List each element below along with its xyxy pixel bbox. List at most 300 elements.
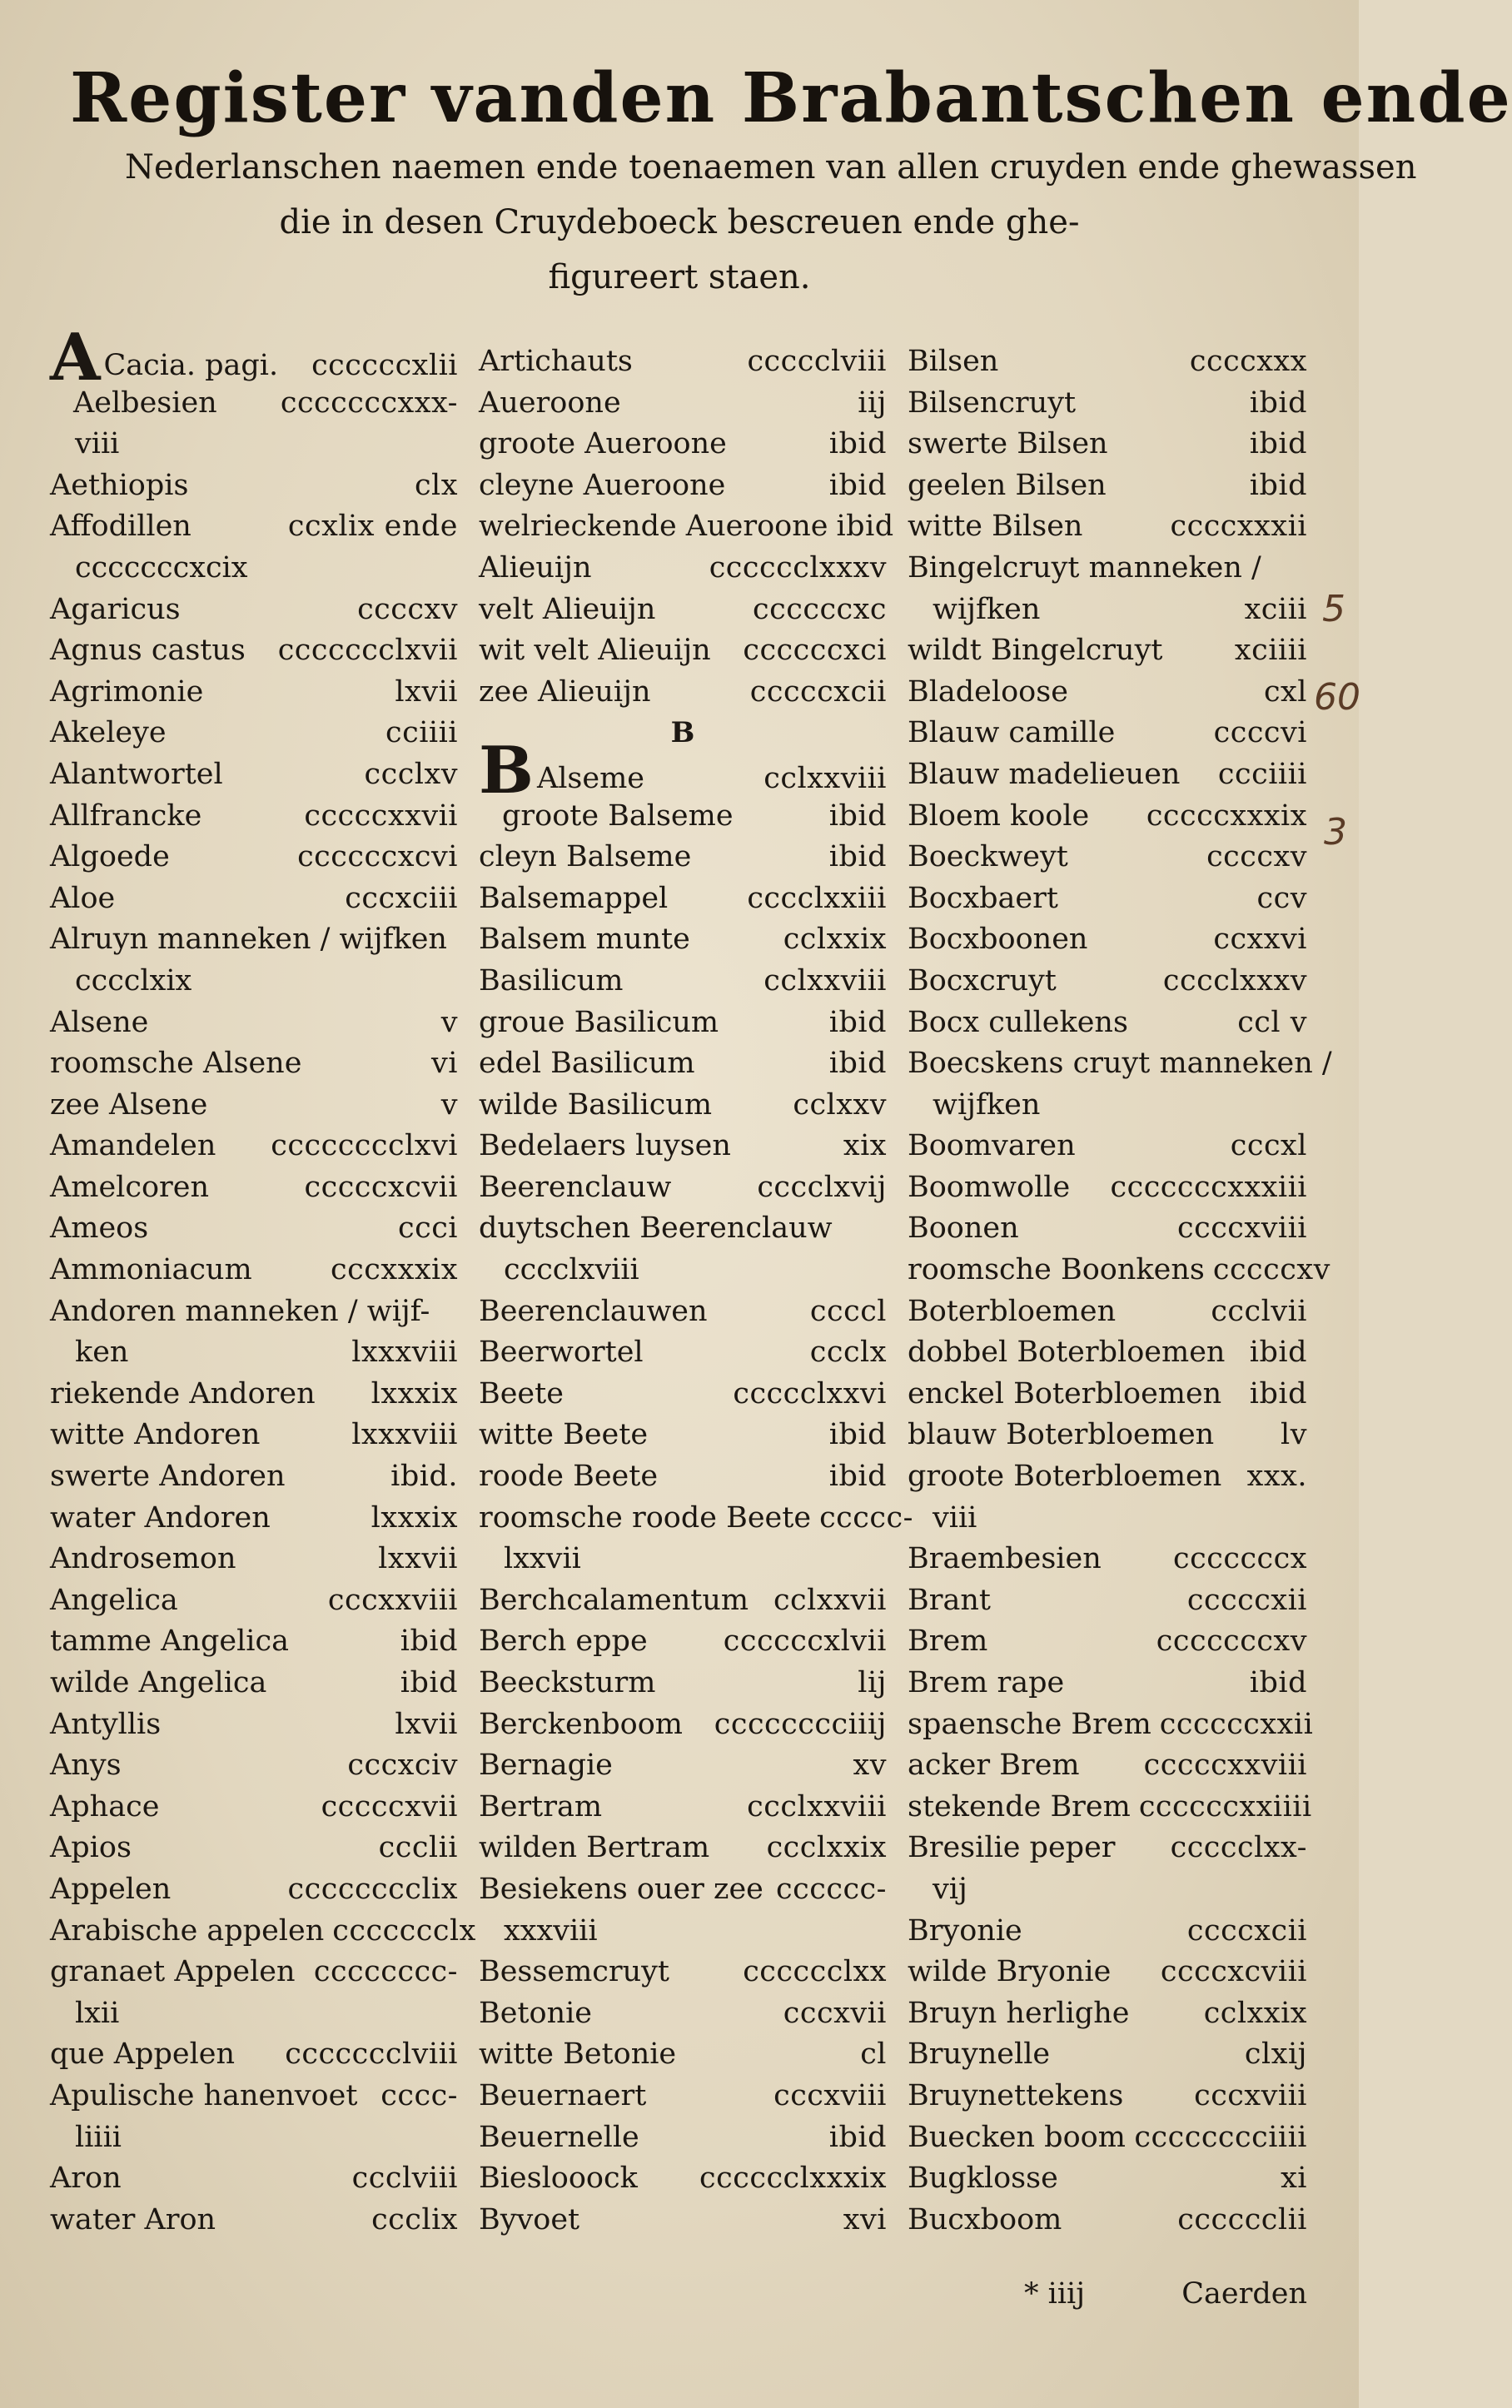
entry-name: Brem [908, 1624, 988, 1659]
entry-name: Affodillen [50, 510, 191, 544]
entry-folio: cccclxxxv [1162, 963, 1307, 998]
entry-name: Alantwortel [50, 757, 223, 791]
entry-name: zee Alieuijn [479, 674, 651, 709]
entry-folio: lxxxviii [351, 1418, 458, 1452]
margin-annotation: 5 [1322, 588, 1345, 630]
entry-folio: ibid [828, 1047, 887, 1081]
entry-folio: v [440, 1005, 458, 1039]
register-entry [479, 506, 894, 548]
entry-folio: cclxxix [783, 923, 887, 957]
entry-folio: ccccxxx [1189, 345, 1307, 378]
entry-name: Apios [50, 1831, 132, 1865]
entry-folio: cccccxcvii [304, 1170, 458, 1204]
register-entry [908, 1498, 1307, 1540]
entry-name-rest: Cacia. pagi. [103, 349, 279, 382]
entry-name: Berckenboom [479, 1707, 683, 1741]
register-entry [479, 1580, 887, 1622]
entry-name: Bocx cullekens [908, 1005, 1128, 1039]
register-entry [479, 1745, 887, 1787]
entry-name: Aethiopis [50, 468, 189, 502]
entry-name: spaensche Brem [908, 1707, 1151, 1741]
register-entry [479, 630, 887, 672]
entry-name: Berch eppe [479, 1624, 648, 1659]
register-entry [908, 713, 1307, 754]
entry-name: Aloe [50, 881, 116, 915]
entry-name: ken [75, 1336, 129, 1370]
entry-name: groote Aueroone [479, 427, 727, 461]
entry-folio: cccccc- [776, 1872, 887, 1906]
entry-folio: ccclviii [351, 2162, 458, 2196]
register-entry [479, 590, 887, 631]
register-entry [50, 754, 458, 796]
entry-name: Boomvaren [908, 1129, 1076, 1163]
register-entry [908, 1911, 1307, 1953]
register-entry [908, 465, 1307, 507]
entry-name: velt Alieuijn [479, 592, 656, 626]
register-entry [479, 2158, 887, 2200]
entry-name: Bertram [479, 1789, 603, 1823]
entry-folio: ibid [828, 840, 887, 874]
entry-folio: ccclxxviii [747, 1789, 887, 1823]
entry-name: Buecken boom [908, 2120, 1126, 2154]
register-entry [908, 424, 1307, 465]
register-entry [50, 796, 458, 838]
register-entry [50, 1539, 458, 1580]
entry-name: xxxviii [504, 1913, 598, 1948]
register-entry [908, 1167, 1307, 1209]
entry-name [50, 320, 279, 396]
entry-folio: ccccxxxii [1170, 510, 1307, 544]
entry-folio: ccccl [809, 1294, 887, 1328]
entry-folio: ibid [828, 1418, 887, 1452]
register-entry [50, 1787, 458, 1828]
register-entry [479, 796, 887, 838]
entry-name: Brem rape [908, 1666, 1065, 1699]
entry-name: Ammoniacum [50, 1253, 252, 1287]
entry-name: Alieuijn [479, 550, 592, 585]
entry-name: wijfken [933, 1087, 1041, 1122]
entry-name: lxxvii [504, 1542, 581, 1576]
entry-folio: lv [1281, 1418, 1307, 1452]
entry-name: que Appelen [50, 2037, 236, 2072]
register-entry [50, 548, 458, 590]
entry-name: tamme Angelica [50, 1624, 289, 1659]
entry-name: Bryonie [908, 1913, 1022, 1948]
entry-folio: cccccxii [1186, 1583, 1307, 1617]
register-entry [908, 1126, 1307, 1167]
register-entry [908, 1869, 1307, 1911]
entry-name: roomsche Boonkens [908, 1253, 1205, 1287]
register-entry [908, 754, 1307, 796]
register-entry [908, 961, 1307, 1003]
entry-name: Beerwortel [479, 1336, 644, 1370]
register-entry [50, 506, 458, 548]
entry-folio: iij [858, 386, 887, 420]
entry-folio: ccccclviii [747, 345, 887, 378]
entry-name: Akeleye [50, 716, 167, 750]
entry-name: Androsemon [50, 1542, 236, 1576]
entry-folio: ccccxcviii [1160, 1955, 1307, 1989]
entry-name: Beuernelle [479, 2120, 639, 2154]
entry-name: Anys [50, 1749, 122, 1783]
entry-name: liiii [75, 2120, 122, 2154]
register-entry [50, 713, 458, 754]
entry-name: Brant [908, 1583, 991, 1617]
entry-folio: ccccccxlii [311, 349, 458, 382]
page-title: Register vanden Brabantschen ende [70, 58, 1512, 138]
register-entry [479, 1003, 887, 1044]
entry-folio: ccclxv [364, 757, 458, 791]
register-entry [479, 1291, 887, 1333]
register-entry [908, 2076, 1307, 2117]
entry-name: Agnus castus [50, 634, 246, 668]
entry-folio: cccccclxxxix [699, 2162, 887, 2196]
entry-name: cccccccxcix [75, 550, 248, 585]
entry-name: Bucxboom [908, 2202, 1062, 2236]
entry-folio: xciiii [1234, 634, 1307, 668]
entry-name: Bruynelle [908, 2037, 1051, 2072]
register-entry [908, 2034, 1307, 2076]
entry-name: witte Betonie [479, 2037, 677, 2072]
entry-folio: ccccccxlvii [723, 1624, 887, 1659]
register-entry [908, 1952, 1307, 1993]
register-entry [908, 1415, 1307, 1456]
entry-name: Agrimonie [50, 674, 204, 709]
entry-folio: cccxvii [783, 1996, 887, 2030]
register-entry [50, 1993, 458, 2035]
entry-folio: xix [843, 1129, 887, 1163]
register-entry [479, 1704, 887, 1746]
entry-name: Bilsencruyt [908, 386, 1077, 420]
register-entry [908, 1208, 1307, 1250]
register-entry [479, 1993, 887, 2035]
margin-annotation: 3 [1324, 811, 1347, 853]
entry-folio: cl [860, 2037, 887, 2072]
page-heading [50, 48, 1512, 148]
entry-folio: ccccccxxii [1159, 1707, 1314, 1741]
register-entry [908, 2158, 1307, 2200]
entry-folio: ibid [836, 510, 894, 544]
entry-folio: clx [414, 468, 458, 502]
entry-folio: cccxviii [1194, 2078, 1307, 2112]
entry-folio: cccccclxx [743, 1955, 887, 1989]
entry-folio: ccccccxcvi [297, 840, 458, 874]
entry-folio: xvi [843, 2202, 887, 2236]
drop-initial: A [50, 320, 101, 396]
entry-folio: ibid [828, 2120, 887, 2154]
register-entry [479, 1869, 887, 1911]
entry-folio: xi [1281, 2162, 1307, 2196]
entry-folio: ccclvii [1211, 1294, 1307, 1328]
register-entry [50, 1745, 458, 1787]
page-subtitle-line-2: die in desen Cruydeboeck bescreuen ende ghe- [279, 203, 1080, 241]
entry-folio: ccccccclxvii [277, 634, 458, 668]
register-entry [50, 1621, 458, 1663]
entry-name: lxii [75, 1996, 120, 2030]
entry-name: wijfken [933, 592, 1041, 626]
entry-name: Andoren manneken / wijf- [50, 1294, 430, 1328]
register-entry [908, 506, 1307, 548]
entry-folio: ibid. [390, 1460, 458, 1494]
entry-name: Bocxboonen [908, 923, 1088, 957]
entry-name: Alruyn manneken / wijfken [50, 923, 447, 957]
entry-name: riekende Andoren [50, 1376, 316, 1410]
register-entry [479, 1952, 887, 1993]
register-entry [479, 1787, 887, 1828]
register-entry [908, 1332, 1307, 1374]
register-entry [50, 2034, 458, 2076]
register-entry [479, 1085, 887, 1127]
register-entry [908, 1003, 1307, 1044]
catchword: Caerden [1181, 2277, 1307, 2311]
entry-folio: ccciiii [1217, 757, 1307, 791]
register-entry [479, 1332, 887, 1374]
entry-name: Blauw madelieuen [908, 757, 1181, 791]
register-entry [50, 2200, 458, 2241]
entry-name: Bilsen [908, 345, 999, 378]
register-entry [908, 1663, 1307, 1704]
register-entry [908, 837, 1307, 878]
entry-name: vij [933, 1872, 967, 1906]
entry-folio: lxxxviii [351, 1336, 458, 1370]
page-subtitle-line-3: figureert staen. [548, 258, 811, 296]
entry-folio: ccccccclviii [285, 2037, 458, 2072]
entry-folio: xciii [1244, 592, 1307, 626]
entry-folio: cclxxix [1203, 1996, 1307, 2030]
entry-name: cccclxviii [504, 1253, 639, 1287]
register-entry [479, 732, 887, 808]
register-entry [50, 320, 458, 396]
register-entry [50, 1250, 458, 1291]
entry-folio: cccclxvij [757, 1170, 887, 1204]
entry-name: Bladeloose [908, 674, 1068, 709]
entry-folio: lxxxix [371, 1376, 458, 1410]
entry-folio: cccclxxiii [747, 881, 887, 915]
register-entry [908, 1993, 1307, 2035]
entry-folio: ibid [828, 1460, 887, 1494]
register-entry [50, 465, 458, 507]
entry-folio: cccxxviii [327, 1583, 458, 1617]
entry-name: roomsche Alsene [50, 1047, 302, 1081]
entry-folio: ccccxviii [1176, 1211, 1307, 1246]
entry-name: Beecksturm [479, 1666, 656, 1699]
entry-folio: clxij [1244, 2037, 1307, 2072]
register-entry [908, 1043, 1332, 1085]
register-entry [50, 1085, 458, 1127]
entry-folio: ccccvi [1213, 716, 1307, 750]
entry-folio: ccxlix ende [287, 510, 458, 544]
entry-folio: cccccclxxxv [709, 550, 887, 585]
entry-name: Angelica [50, 1583, 178, 1617]
entry-name: blauw Boterbloemen [908, 1418, 1215, 1452]
register-entry [50, 1828, 458, 1869]
entry-name: swerte Bilsen [908, 427, 1108, 461]
entry-folio: cccxciii [345, 881, 458, 915]
entry-name: swerte Andoren [50, 1460, 286, 1494]
entry-name: cleyn Balseme [479, 840, 692, 874]
entry-name: Appelen [50, 1872, 172, 1906]
register-entry [479, 548, 887, 590]
entry-name: Balsemappel [479, 881, 669, 915]
entry-name: viii [933, 1500, 977, 1535]
entry-name: Aelbesien [73, 386, 217, 420]
entry-folio: cccccxxxix [1146, 799, 1307, 833]
entry-folio: ibid [828, 1005, 887, 1039]
register-entry [908, 919, 1307, 961]
entry-folio: cccc- [380, 2078, 458, 2112]
register-entry [908, 2200, 1307, 2241]
register-entry [50, 837, 458, 878]
register-entry [908, 1828, 1307, 1869]
page-footer [908, 2277, 1307, 2319]
entry-name: wilden Bertram [479, 1831, 710, 1865]
entry-name: Bieslooock [479, 2162, 638, 2196]
register-entry [50, 1456, 458, 1498]
register-entry [479, 1167, 887, 1209]
register-entry [479, 2076, 887, 2117]
entry-name: enckel Boterbloemen [908, 1376, 1222, 1410]
register-entry [908, 1374, 1307, 1415]
register-entry [50, 1167, 458, 1209]
entry-folio: lxxvii [378, 1542, 458, 1576]
register-column-1 [50, 320, 476, 2241]
register-entry [479, 1415, 887, 1456]
register-entry [50, 424, 458, 465]
register-entry [50, 590, 458, 631]
entry-name: edel Basilicum [479, 1047, 695, 1081]
register-entry [908, 2117, 1307, 2159]
register-entry [50, 1498, 458, 1540]
entry-folio: ccccccclx [332, 1913, 476, 1948]
entry-name: Amandelen [50, 1129, 216, 1163]
entry-name-rest: Alseme [536, 761, 644, 795]
entry-name: Besiekens ouer zee [479, 1872, 763, 1906]
register-entry [50, 1291, 458, 1333]
register-entry [479, 1621, 887, 1663]
entry-name: Alsene [50, 1005, 149, 1039]
entry-name: wit velt Alieuijn [479, 634, 711, 668]
entry-folio: ibid [828, 799, 887, 833]
register-entry [50, 1911, 476, 1953]
register-entry [908, 1250, 1330, 1291]
entry-name: Bocxcruyt [908, 963, 1057, 998]
entry-folio: cccxl [1230, 1129, 1307, 1163]
register-entry [50, 1126, 458, 1167]
entry-folio: lxvii [395, 674, 458, 709]
entry-name: Boterbloemen [908, 1294, 1117, 1328]
entry-name: Bruyn herlighe [908, 1996, 1130, 2030]
entry-name: Boecskens cruyt manneken / [908, 1047, 1332, 1081]
entry-name: Betonie [479, 1996, 593, 2030]
entry-name: wilde Bryonie [908, 1955, 1112, 1989]
entry-name: zee Alsene [50, 1087, 208, 1122]
register-entry [908, 590, 1307, 631]
entry-name: roomsche roode Beete [479, 1500, 812, 1535]
register-entry [479, 2200, 887, 2241]
entry-name: Blauw camille [908, 716, 1116, 750]
entry-folio: cccccccx [1173, 1542, 1307, 1576]
entry-name: Boeckweyt [908, 840, 1068, 874]
register-column-3 [908, 341, 1332, 2241]
entry-name: Braembesien [908, 1542, 1102, 1576]
entry-name: geelen Bilsen [908, 468, 1107, 502]
entry-folio: lxxxix [371, 1500, 458, 1535]
entry-name: witte Beete [479, 1418, 649, 1452]
entry-name: wilde Basilicum [479, 1087, 713, 1122]
entry-name: Allfrancke [50, 799, 202, 833]
entry-folio: ibid [1249, 1376, 1307, 1410]
register-entry [479, 961, 887, 1003]
register-entry [479, 1498, 913, 1540]
entry-folio: ccclii [378, 1831, 458, 1865]
entry-folio: ibid [1249, 468, 1307, 502]
entry-folio: cccccccciiij [714, 1707, 887, 1741]
entry-name: witte Bilsen [908, 510, 1083, 544]
entry-name: Byvoet [479, 2202, 580, 2236]
register-entry [50, 383, 458, 425]
register-entry [908, 1085, 1307, 1127]
entry-name: Berchcalamentum [479, 1583, 749, 1617]
entry-name: groote Boterbloemen [908, 1460, 1222, 1494]
entry-name: welrieckende Aueroone [479, 510, 828, 544]
entry-folio: cclxxv [793, 1087, 887, 1122]
entry-name: cleyne Aueroone [479, 468, 726, 502]
register-entry [50, 1415, 458, 1456]
entry-name: Arabische appelen [50, 1913, 325, 1948]
section-letter [479, 713, 887, 754]
entry-folio: cccccccciiii [1134, 2120, 1307, 2154]
register-entry [908, 341, 1307, 383]
entry-folio: cccxviii [773, 2078, 887, 2112]
register-entry [479, 1250, 887, 1291]
register-entry [479, 878, 887, 920]
entry-folio: cccccxcii [749, 674, 887, 709]
register-entry [50, 1869, 458, 1911]
register-entry [50, 2158, 458, 2200]
register-entry [50, 1580, 458, 1622]
entry-name: viii [75, 427, 120, 461]
entry-folio: cccccccxxxiii [1110, 1170, 1307, 1204]
entry-name: stekende Brem [908, 1789, 1131, 1823]
entry-folio: ibid [1249, 427, 1307, 461]
entry-name: granaet Appelen [50, 1955, 296, 1989]
register-entry [479, 919, 887, 961]
entry-folio: v [440, 1087, 458, 1122]
register-entry [50, 672, 458, 714]
entry-folio: xxx. [1246, 1460, 1307, 1494]
entry-folio: lxvii [395, 1707, 458, 1741]
register-entry [908, 1456, 1307, 1498]
entry-folio: cccccxxvii [304, 799, 458, 833]
entry-folio: cxl [1263, 674, 1307, 709]
entry-name: wildt Bingelcruyt [908, 634, 1163, 668]
entry-folio: cccccccxv [1156, 1624, 1307, 1659]
entry-folio: ccci [398, 1211, 458, 1246]
entry-folio: cccccccclxvi [271, 1129, 458, 1163]
entry-name: water Andoren [50, 1500, 271, 1535]
entry-name: wilde Angelica [50, 1666, 267, 1699]
entry-name: Bocxbaert [908, 881, 1058, 915]
register-entry [908, 383, 1307, 425]
entry-folio: ibid [828, 427, 887, 461]
entry-name: Bloem koole [908, 799, 1090, 833]
register-entry [908, 1745, 1307, 1787]
margin-annotation: 60 [1314, 676, 1360, 719]
entry-folio: cccxxxix [331, 1253, 458, 1287]
entry-name: Bresilie peper [908, 1831, 1116, 1865]
entry-name: Beerenclauwen [479, 1294, 708, 1328]
register-entry [908, 1580, 1307, 1622]
